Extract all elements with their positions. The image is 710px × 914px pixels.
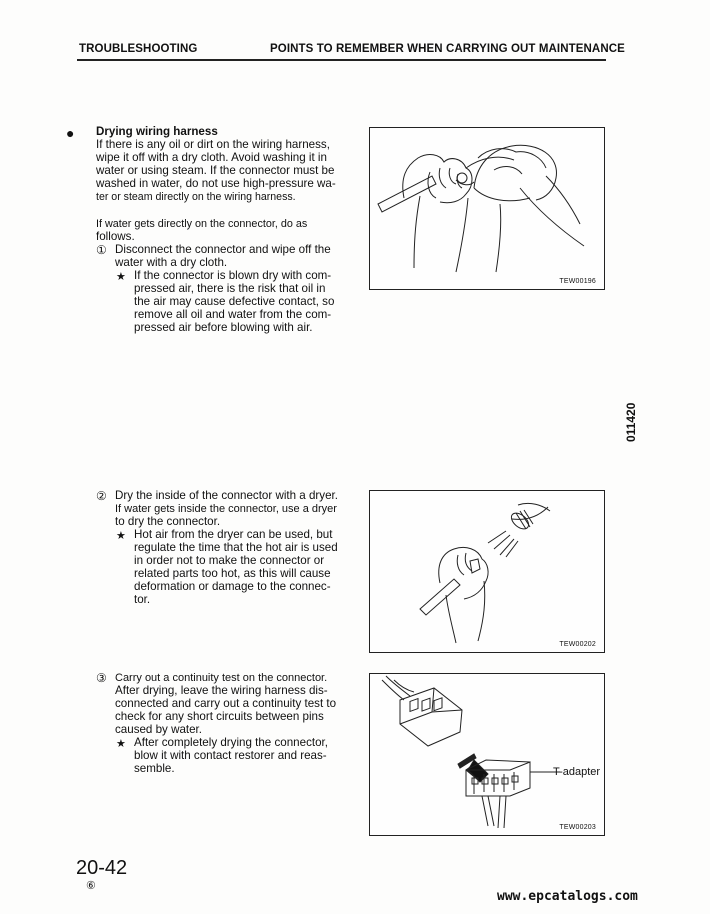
t-adapter-label: T-adapter (553, 766, 601, 778)
step-2-star: ★ (116, 530, 126, 542)
step-1-note (134, 270, 334, 335)
step-3-line: connected and carry out a continuity test to (115, 696, 337, 710)
water-line: follows. (96, 229, 135, 243)
hands-cloth-drawing (370, 128, 604, 289)
header-chapter-title: POINTS TO REMEMBER WHEN CARRYING OUT MAINTENANCE (270, 43, 625, 55)
figure-2-caption: TEW00202 (559, 641, 596, 648)
step-2-note-line: deformation or damage to the connec- (134, 579, 331, 593)
step-1-note-line: remove all oil and water from the com- (134, 307, 332, 321)
step-1-note-line: If the connector is blown dry with com- (134, 269, 332, 282)
step-1-text (115, 244, 331, 257)
figure-1-caption: TEW00196 (559, 278, 596, 285)
step-2-note-line: tor. (134, 592, 151, 606)
step-3-text (115, 672, 327, 685)
step-3-line: Carry out a continuity test on the connector. (115, 672, 328, 684)
step-2-line: Dry the inside of the connector with a dryer. (115, 489, 338, 502)
step-1-line: water with a dry cloth. (115, 256, 228, 269)
intro-line: If there is any oil or dirt on the wiring harness, (96, 138, 330, 151)
step-1-star: ★ (116, 271, 126, 283)
figure-dryer (369, 490, 605, 653)
intro-line: water or using steam. If the connector must be (96, 163, 335, 177)
step-1-line: Disconnect the connector and wipe off the (115, 243, 331, 256)
step-3-note-line: blow it with contact restorer and reas- (134, 748, 327, 762)
step-3-line: caused by water. (115, 722, 203, 736)
step-2-text (115, 490, 338, 529)
step-2-note-line: related parts too hot, as this will cause (134, 566, 331, 580)
intro-line: ter or steam directly on the wiring harness. (96, 190, 296, 203)
step-3-line: check for any short circuits between pins (115, 709, 324, 723)
water-paragraph (96, 218, 346, 244)
step-3-note-line: semble. (134, 761, 175, 775)
step-3-note (134, 737, 328, 776)
step-2-number: ② (96, 489, 107, 503)
step-3-star: ★ (116, 738, 126, 750)
page-revision: ⑥ (86, 880, 96, 892)
step-1-number: ① (96, 243, 107, 257)
step-1-note-line: pressed air before blowing with air. (134, 320, 313, 334)
step-3-note-line: After completely drying the connector, (134, 736, 328, 749)
step-3-line: After drying, leave the wiring harness dis- (115, 684, 328, 697)
section-heading: Drying wiring harness (96, 125, 218, 138)
step-2-note-line: Hot air from the dryer can be used, but (134, 528, 333, 541)
step-1-note-line: pressed air, there is the risk that oil in (134, 281, 326, 295)
header-rule (77, 59, 606, 61)
step-2-line: If water gets inside the connector, use a dryer (115, 502, 337, 515)
step-3-number: ③ (96, 671, 107, 685)
step-3-text-cont (115, 685, 336, 737)
connector-adapter-drawing (370, 674, 604, 835)
dryer-hand-drawing (370, 491, 604, 652)
figure-3-caption: TEW00203 (559, 824, 596, 831)
step-2-note-line: regulate the time that the hot air is used (134, 540, 338, 554)
step-2-line: to dry the connector. (115, 514, 221, 528)
intro-paragraph (96, 139, 346, 204)
intro-line: washed in water, do not use high-pressure wa- (96, 176, 336, 190)
figure-wiping-harness (369, 127, 605, 290)
header-section-title: TROUBLESHOOTING (79, 43, 198, 55)
figure-continuity-test (369, 673, 605, 836)
step-1-note-line: the air may cause defective contact, so (134, 294, 335, 308)
watermark-link[interactable]: www.epcatalogs.com (497, 889, 638, 904)
step-2-note-line: in order not to make the connector or (134, 553, 325, 567)
page-number: 20-42 (76, 857, 128, 879)
step-2-note (134, 529, 338, 606)
step-1-text-cont (115, 257, 227, 270)
section-bullet: ● (66, 125, 75, 141)
side-code: 011420 (624, 402, 638, 442)
intro-line: wipe it off with a dry cloth. Avoid washing it in (96, 150, 327, 164)
water-line: If water gets directly on the connector, do as (96, 218, 308, 230)
